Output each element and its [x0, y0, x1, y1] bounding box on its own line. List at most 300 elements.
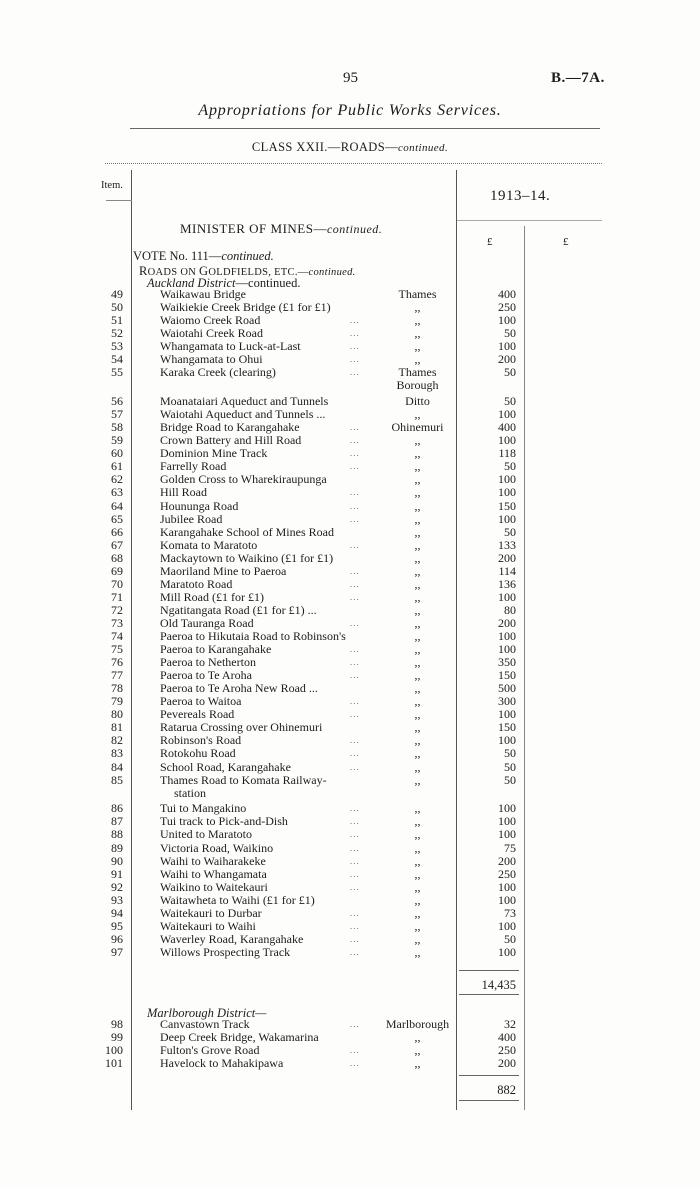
location-continued: Borough [396, 378, 439, 393]
item-number: 62 [111, 472, 123, 487]
auckland-district-total: 14,435 [481, 978, 516, 992]
location: Thames [398, 365, 437, 380]
table-row [0, 868, 700, 881]
amount: 200 [498, 550, 516, 565]
item-name: Waverley Road, Karangahake [160, 931, 304, 946]
table-row [0, 408, 700, 421]
amount: 100 [498, 589, 516, 604]
item-name: Old Tauranga Road [160, 615, 254, 630]
item-name: Paeroa to Te Aroha New Road ... [160, 681, 318, 696]
table-row [0, 643, 700, 656]
item-number: 64 [111, 498, 123, 513]
location: ,, [414, 1030, 421, 1045]
location: ,, [414, 629, 421, 643]
amount: 150 [498, 668, 516, 683]
location: ,, [414, 918, 421, 933]
currency-label-totals: £ [563, 236, 569, 248]
item-number: 69 [111, 563, 123, 578]
location: ,, [414, 589, 421, 604]
amount: 100 [498, 801, 516, 816]
location: ,, [414, 707, 421, 722]
item-name: Farrelly Road [160, 459, 227, 474]
table-row [0, 604, 700, 617]
location: Ohinemuri [391, 420, 444, 435]
item-number: 100 [105, 1043, 123, 1058]
item-name: United to Maratoto [160, 827, 252, 842]
item-name: Hill Road [160, 485, 207, 500]
leader-dots: ... [350, 341, 360, 352]
location: ,, [414, 814, 421, 829]
item-name: Waitekauri to Waihi [160, 918, 256, 933]
amount: 136 [498, 576, 516, 591]
location: ,, [414, 879, 421, 894]
item-number: 56 [111, 394, 123, 409]
location: ,, [414, 511, 421, 526]
location: ,, [414, 550, 421, 565]
item-number: 75 [111, 642, 123, 657]
location: ,, [414, 524, 421, 539]
leader-dots: ... [350, 435, 360, 446]
amount: 100 [498, 629, 516, 643]
item-name: Mill Road (£1 for £1) [160, 589, 264, 604]
table-row [0, 340, 700, 353]
amount: 250 [498, 1043, 516, 1058]
table-row [0, 630, 700, 643]
item-number: 71 [111, 589, 123, 604]
item-number: 54 [111, 352, 123, 367]
amount: 73 [504, 905, 516, 920]
item-name: School Road, Karangahake [160, 759, 291, 774]
item-name: Waiomo Creek Road [160, 313, 261, 328]
item-name: Maoriland Mine to Paeroa [160, 563, 287, 578]
minister-heading-suffix: continued. [326, 222, 383, 236]
item-number: 50 [111, 300, 123, 315]
leader-dots: ... [350, 907, 360, 918]
item-name: Whangamata to Ohui [160, 352, 263, 367]
leader-dots: ... [350, 578, 360, 589]
location: ,, [414, 944, 421, 959]
leader-dots: ... [350, 829, 360, 840]
item-number: 98 [111, 1017, 123, 1031]
item-number: 74 [111, 629, 123, 643]
leader-dots: ... [350, 1058, 360, 1069]
amount: 100 [498, 707, 516, 722]
table-row [0, 552, 700, 565]
leader-dots: ... [350, 315, 360, 326]
vote-heading-main: VOTE No. 111— [133, 249, 222, 263]
table-row [0, 526, 700, 539]
item-number: 86 [111, 801, 123, 816]
amount: 100 [498, 879, 516, 894]
table-row [0, 894, 700, 907]
item-number: 72 [111, 602, 123, 617]
leader-dots: ... [350, 816, 360, 827]
location: ,, [414, 772, 421, 787]
item-number: 59 [111, 433, 123, 448]
amount: 100 [498, 485, 516, 500]
item-number: 53 [111, 339, 123, 354]
marlborough-total-rule [459, 1075, 519, 1076]
amount: 100 [498, 339, 516, 354]
leader-dots: ... [350, 696, 360, 707]
table-row [0, 565, 700, 578]
district-heading-marlborough: Marlborough District— [147, 1006, 267, 1020]
item-name: Ratarua Crossing over Ohinemuri [160, 720, 323, 735]
minister-heading [180, 221, 382, 237]
item-number: 52 [111, 326, 123, 341]
item-name: Dominion Mine Track [160, 446, 268, 461]
table-row [0, 617, 700, 630]
amount: 100 [498, 433, 516, 448]
table-row [0, 1018, 700, 1031]
leader-dots: ... [350, 328, 360, 339]
amount: 75 [504, 840, 516, 855]
item-number: 51 [111, 313, 123, 328]
item-name: Crown Battery and Hill Road [160, 433, 302, 448]
item-name: Thames Road to Komata Railway- [160, 772, 327, 787]
page-heading: Appropriations for Public Works Services. [198, 102, 502, 119]
item-name: Waitekauri to Durbar [160, 905, 262, 920]
item-name: Waiotahi Aqueduct and Tunnels ... [160, 407, 326, 422]
leader-dots: ... [350, 933, 360, 944]
leader-dots: ... [350, 539, 360, 550]
location: ,, [414, 1056, 421, 1071]
amount: 50 [504, 931, 516, 946]
location: ,, [414, 407, 421, 422]
item-number: 83 [111, 746, 123, 761]
item-name: Pevereals Road [160, 707, 235, 722]
item-name: Ngatitangata Road (£1 for £1) ... [160, 602, 317, 617]
location: ,, [414, 655, 421, 670]
item-number: 66 [111, 524, 123, 539]
item-name: Bridge Road to Karangahake [160, 420, 300, 435]
item-name: Paeroa to Hikutaia Road to Robinson's [160, 629, 346, 643]
leader-dots: ... [350, 803, 360, 814]
table-row [0, 881, 700, 894]
financial-year: 1913–14. [490, 188, 551, 204]
location: ,, [414, 853, 421, 868]
table-row [0, 1044, 700, 1057]
table-row [0, 802, 700, 815]
table-row [0, 421, 700, 434]
amount: 400 [498, 420, 516, 435]
item-number: 55 [111, 365, 123, 380]
item-number: 67 [111, 537, 123, 552]
leader-dots: ... [350, 448, 360, 459]
table-row [0, 288, 700, 301]
item-number: 92 [111, 879, 123, 894]
item-name: Golden Cross to Wharekiraupunga [160, 472, 327, 487]
item-number: 87 [111, 814, 123, 829]
document-reference: B.—7A. [551, 70, 605, 86]
table-row [0, 434, 700, 447]
amount: 32 [504, 1017, 516, 1031]
minister-heading-main: MINISTER OF MINES— [180, 221, 327, 236]
location: ,, [414, 840, 421, 855]
item-number: 63 [111, 485, 123, 500]
item-number: 77 [111, 668, 123, 683]
amount: 400 [498, 1030, 516, 1045]
item-name: Paeroa to Te Aroha [160, 668, 252, 683]
amount: 150 [498, 498, 516, 513]
item-number: 94 [111, 905, 123, 920]
location: ,, [414, 498, 421, 513]
table-row [0, 447, 700, 460]
table-row [0, 327, 700, 340]
table-row [0, 682, 700, 695]
location: ,, [414, 892, 421, 907]
item-name: Deep Creek Bridge, Wakamarina [160, 1030, 319, 1045]
item-number: 82 [111, 733, 123, 748]
item-number: 60 [111, 446, 123, 461]
table-row [0, 578, 700, 591]
item-number: 101 [105, 1056, 123, 1071]
leader-dots: ... [350, 735, 360, 746]
heading-rule [130, 128, 600, 129]
roads-heading: ROADS ON GOLDFIELDS, ETC.—continued. [139, 264, 356, 278]
table-row [0, 721, 700, 734]
item-number: 97 [111, 944, 123, 959]
table-row [0, 761, 700, 774]
table-row [0, 353, 700, 366]
item-number: 58 [111, 420, 123, 435]
item-name: Robinson's Road [160, 733, 242, 748]
amount: 100 [498, 814, 516, 829]
amount: 100 [498, 827, 516, 842]
table-row [0, 828, 700, 841]
table-row [0, 1031, 700, 1044]
table-row [0, 708, 700, 721]
item-number: 79 [111, 694, 123, 709]
item-number: 93 [111, 892, 123, 907]
amount: 50 [504, 326, 516, 341]
leader-dots: ... [350, 670, 360, 681]
amount: 200 [498, 352, 516, 367]
amount: 100 [498, 511, 516, 526]
leader-dots: ... [350, 855, 360, 866]
table-row [0, 747, 700, 760]
table-row [0, 365, 700, 393]
district-name: Auckland District [147, 276, 236, 290]
item-name: Rotokohu Road [160, 746, 236, 761]
table-row [0, 695, 700, 708]
currency-label-items: £ [487, 236, 493, 248]
amount: 350 [498, 655, 516, 670]
location: Ditto [405, 394, 430, 409]
table-row [0, 656, 700, 669]
location: ,, [414, 602, 421, 617]
amount: 100 [498, 944, 516, 959]
item-header-rule [106, 200, 132, 201]
marlborough-total-underline [459, 1100, 519, 1101]
item-name: Havelock to Mahakipawa [160, 1056, 284, 1071]
table-row [0, 946, 700, 959]
class-title-main: CLASS XXII.—ROADS— [251, 140, 398, 154]
district-suffix: —continued. [235, 276, 301, 290]
leader-dots: ... [350, 709, 360, 720]
item-name-continued: station [174, 785, 206, 800]
leader-dots: ... [350, 868, 360, 879]
item-name: Tui to Mangakino [160, 801, 247, 816]
table-row [0, 486, 700, 499]
item-name: Paeroa to Netherton [160, 655, 256, 670]
amount: 80 [504, 602, 516, 617]
item-name: Tui track to Pick-and-Dish [160, 814, 288, 829]
item-number: 81 [111, 720, 123, 735]
year-header-rule [457, 220, 602, 221]
leader-dots: ... [350, 513, 360, 524]
item-name: Waihi to Waiharakeke [160, 853, 266, 868]
amount: 100 [498, 407, 516, 422]
amount: 133 [498, 537, 516, 552]
item-number: 85 [111, 772, 123, 787]
location: ,, [414, 537, 421, 552]
location: ,, [414, 733, 421, 748]
leader-dots: ... [350, 565, 360, 576]
item-name: Waikiekie Creek Bridge (£1 for £1) [160, 300, 331, 315]
item-name: Canvastown Track [160, 1017, 250, 1031]
item-number: 95 [111, 918, 123, 933]
leader-dots: ... [350, 657, 360, 668]
item-number: 73 [111, 615, 123, 630]
vote-heading [133, 249, 274, 264]
item-name: Paeroa to Waitoa [160, 694, 242, 709]
location: ,, [414, 446, 421, 461]
location: ,, [414, 615, 421, 630]
item-name: Waitawheta to Waihi (£1 for £1) [160, 892, 315, 907]
leader-dots: ... [350, 500, 360, 511]
item-name: Waihi to Whangamata [160, 866, 267, 881]
item-name: Willows Prospecting Track [160, 944, 291, 959]
table-row [0, 314, 700, 327]
item-name: Paeroa to Karangahake [160, 642, 272, 657]
table-row [0, 933, 700, 946]
amount: 114 [498, 563, 516, 578]
table-row [0, 539, 700, 552]
leader-dots: ... [350, 1019, 360, 1029]
item-number: 84 [111, 759, 123, 774]
item-name: Karaka Creek (clearing) [160, 365, 276, 380]
location: ,, [414, 746, 421, 761]
location: ,, [414, 326, 421, 341]
location: ,, [414, 459, 421, 474]
location: ,, [414, 827, 421, 842]
location: ,, [414, 905, 421, 920]
location: ,, [414, 694, 421, 709]
table-row [0, 772, 700, 800]
amount: 500 [498, 681, 516, 696]
leader-dots: ... [350, 367, 360, 378]
table-row [0, 907, 700, 920]
location: ,, [414, 472, 421, 487]
item-number: 76 [111, 655, 123, 670]
item-name: Whangamata to Luck-at-Last [160, 339, 301, 354]
location: ,, [414, 433, 421, 448]
item-number: 90 [111, 853, 123, 868]
vote-heading-suffix: continued. [221, 249, 274, 263]
page-number: 95 [343, 70, 358, 86]
amount: 150 [498, 720, 516, 735]
leader-dots: ... [350, 920, 360, 931]
item-name: Waikawau Bridge [160, 287, 247, 301]
location: ,, [414, 866, 421, 881]
leader-dots: ... [350, 761, 360, 772]
leader-dots: ... [350, 461, 360, 472]
leader-dots: ... [350, 422, 360, 433]
table-row [0, 920, 700, 933]
amount: 250 [498, 866, 516, 881]
table-top-rule [105, 163, 602, 164]
location: ,, [414, 681, 421, 696]
amount: 50 [504, 759, 516, 774]
amount: 100 [498, 733, 516, 748]
class-title [0, 140, 700, 155]
amount: 100 [498, 642, 516, 657]
location: Marlborough [385, 1017, 450, 1031]
amount: 100 [498, 472, 516, 487]
amount: 100 [498, 892, 516, 907]
table-row [0, 842, 700, 855]
item-name: Victoria Road, Waikino [160, 840, 274, 855]
item-number: 99 [111, 1030, 123, 1045]
item-number: 91 [111, 866, 123, 881]
auckland-total-underline [459, 994, 519, 995]
location: ,, [414, 576, 421, 591]
item-name: Maratoto Road [160, 576, 233, 591]
location: Thames [398, 287, 437, 301]
item-name: Mackaytown to Waikino (£1 for £1) [160, 550, 334, 565]
item-number: 78 [111, 681, 123, 696]
table-row [0, 855, 700, 868]
table-row [0, 513, 700, 526]
amount: 50 [504, 459, 516, 474]
item-name: Fulton's Grove Road [160, 1043, 260, 1058]
item-name: Jubilee Road [160, 511, 223, 526]
amount: 50 [504, 772, 516, 787]
location: ,, [414, 313, 421, 328]
item-number: 49 [111, 287, 123, 301]
item-column-header: Item. [101, 180, 123, 191]
marlborough-district-total: 882 [497, 1083, 516, 1097]
class-title-suffix: continued. [397, 142, 449, 154]
amount: 300 [498, 694, 516, 709]
table-row [0, 460, 700, 473]
auckland-total-rule [459, 970, 519, 971]
table-row [0, 473, 700, 486]
table-row [0, 591, 700, 604]
table-row [0, 395, 700, 408]
leader-dots: ... [350, 1045, 360, 1056]
leader-dots: ... [350, 842, 360, 853]
amount: 200 [498, 615, 516, 630]
item-number: 65 [111, 511, 123, 526]
location: ,, [414, 563, 421, 578]
amount: 200 [498, 853, 516, 868]
table-row [0, 500, 700, 513]
location: ,, [414, 720, 421, 735]
item-name: Karangahake School of Mines Road [160, 524, 334, 539]
item-number: 89 [111, 840, 123, 855]
item-number: 68 [111, 550, 123, 565]
location: ,, [414, 352, 421, 367]
item-name: Waiotahi Creek Road [160, 326, 264, 341]
leader-dots: ... [350, 487, 360, 498]
table-row [0, 301, 700, 314]
amount: 50 [504, 524, 516, 539]
leader-dots: ... [350, 881, 360, 892]
location: ,, [414, 759, 421, 774]
item-number: 57 [111, 407, 123, 422]
